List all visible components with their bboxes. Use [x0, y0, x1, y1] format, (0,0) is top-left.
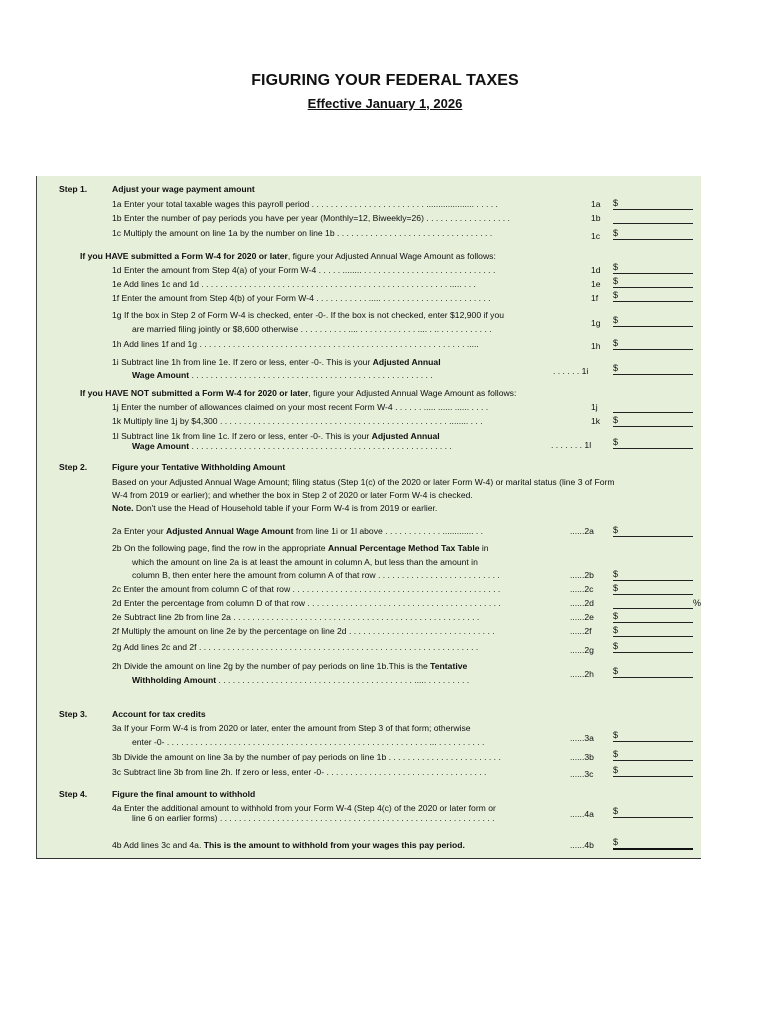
amount-field-2e[interactable]: [613, 612, 693, 623]
line-2a-b: from line 1i or 1l above . . . . . . . . . . . . ............. . .: [293, 526, 484, 536]
line-1a-text: 1a Enter your total taxable wages this payroll period . . . . . . . . . . . . . . . . . . . . . . . . .................... . . . . .: [112, 199, 498, 209]
line-1g-text-a: 1g If the box in Step 2 of Form W-4 is checked, enter -0-. If the box is not checked, enter $12,900 if you: [112, 310, 505, 320]
line-2b-b: in: [479, 543, 489, 553]
step-1-title: Adjust your wage payment amount: [112, 184, 255, 194]
line-4b-text: [112, 840, 465, 851]
line-1j-text: 1j Enter the number of allowances claimed on your most recent Form W-4 . . . . . . ..... ...... ...... . . . .: [112, 402, 489, 412]
amount-field-4b[interactable]: [613, 838, 693, 850]
line-2a-text: [112, 526, 483, 537]
amount-field-1a[interactable]: [613, 199, 693, 210]
dollar-sign: $: [613, 837, 619, 847]
line-2h-text-b: [132, 675, 469, 686]
ref-4a: ......4a: [570, 809, 594, 819]
line-3a-text-a: 3a If your Form W-4 is from 2020 or later, enter the amount from Step 3 of that form; otherwise: [112, 723, 471, 733]
percent-field-2d[interactable]: [613, 598, 701, 609]
ref-2f: ......2f: [570, 626, 592, 636]
ref-3b: ......3b: [570, 752, 594, 762]
line-3a-text-b: enter -0- . . . . . . . . . . . . . . . . . . . . . . . . . . . . . . . . . . . . . . . . . . . . . . . . . . . . . . . ... . . . . . . . . . .: [132, 737, 485, 747]
dollar-sign: $: [613, 749, 619, 759]
line-3b-text: 3b Divide the amount on line 3a by the number of pay periods on line 1b . . . . . . . . . . . . . . . . . . . . . . . .: [112, 752, 501, 762]
dollar-sign: $: [613, 315, 619, 325]
line-2b-text-c: column B, then enter here the amount from column A of that row . . . . . . . . . . . . . . . . . . . . . . . . . .: [132, 570, 500, 580]
line-4a-text-b: line 6 on earlier forms) . . . . . . . . . . . . . . . . . . . . . . . . . . . . . . . . . . . . . . . . . . . . . . . . . . . . . . . . . .: [132, 813, 495, 823]
line-1i-text-b: [132, 370, 433, 381]
amount-field-3b[interactable]: [613, 750, 693, 761]
amount-field-1b[interactable]: [613, 213, 693, 224]
line-1l-bold: Adjusted Annual: [371, 431, 440, 441]
line-1l-dots: . . . . . . . . . . . . . . . . . . . . . . . . . . . . . . . . . . . . . . . . . . . . . . . . . . . . . . .: [189, 441, 452, 451]
line-1l-text: 1l Subtract line 1k from line 1c. If zero or less, enter -0-. This is your: [112, 431, 372, 441]
line-1i-wage-amount: Wage Amount: [132, 370, 190, 380]
step-2-title: Figure your Tentative Withholding Amount: [112, 462, 286, 472]
ref-1b: 1b: [591, 213, 601, 223]
dollar-sign: $: [613, 415, 619, 425]
line-2f-text: 2f Multiply the amount on line 2e by the percentage on line 2d . . . . . . . . . . . . . . . . . . . . . . . . . . . . . . .: [112, 626, 495, 636]
line-1i-text: 1i Subtract line 1h from line 1e. If zero or less, enter -0-. This is your: [112, 357, 373, 367]
amount-field-1g[interactable]: [613, 316, 693, 327]
line-1i-dots: . . . . . . . . . . . . . . . . . . . . . . . . . . . . . . . . . . . . . . . . . . . . . . . . . . .: [189, 370, 433, 380]
dollar-sign: $: [613, 290, 619, 300]
step-4-title: Figure the final amount to withhold: [112, 789, 256, 799]
line-2b-text-b: which the amount on line 2a is at least the amount in column A, but less than the amount in: [132, 557, 478, 567]
line-2h-withholding: Withholding Amount: [132, 675, 217, 685]
dollar-sign: $: [613, 338, 619, 348]
ref-1h: 1h: [591, 341, 601, 351]
line-4b-bold: This is the amount to withhold from your wages this pay period.: [203, 840, 465, 850]
amount-field-2g[interactable]: [613, 642, 693, 653]
dollar-sign: $: [613, 765, 619, 775]
ref-1i: . . . . . . 1i: [553, 366, 589, 376]
dollar-sign: $: [613, 525, 619, 535]
percent-sign: %: [692, 598, 701, 608]
dollar-sign: $: [613, 625, 619, 635]
amount-field-1j[interactable]: [613, 402, 693, 413]
line-2b-text-a: [112, 543, 489, 554]
line-1l-text-b: [132, 441, 452, 452]
dollar-sign: $: [613, 806, 619, 816]
dollar-sign: $: [613, 666, 619, 676]
amount-field-1k[interactable]: [613, 416, 693, 427]
dollar-sign: $: [613, 262, 619, 272]
amount-field-1h[interactable]: [613, 339, 693, 350]
amount-field-2a[interactable]: [613, 526, 693, 537]
amount-field-1l[interactable]: [613, 438, 693, 449]
worksheet-panel: [36, 176, 701, 859]
effective-date: Effective January 1, 2026: [307, 96, 463, 111]
line-1l-wage-amount: Wage Amount: [132, 441, 190, 451]
line-4b-a: 4b Add lines 3c and 4a.: [112, 840, 204, 850]
form-title: FIGURING YOUR FEDERAL TAXES: [251, 72, 519, 89]
step-3-title: Account for tax credits: [112, 709, 206, 719]
amount-field-3c[interactable]: [613, 766, 693, 777]
line-1b-text: 1b Enter the number of pay periods you have per year (Monthly=12, Biweekly=26) . . . . . . . . . . . . . . . . . .: [112, 213, 510, 223]
dollar-sign: $: [613, 437, 619, 447]
ref-2g: ......2g: [570, 645, 594, 655]
amount-field-1e[interactable]: [613, 277, 693, 288]
dollar-sign: $: [613, 198, 619, 208]
dollar-sign: $: [613, 641, 619, 651]
ref-1e: 1e: [591, 279, 601, 289]
line-2a-bold: Adjusted Annual Wage Amount: [165, 526, 294, 536]
ref-3a: ......3a: [570, 733, 594, 743]
section-not-w4-bold: If you HAVE NOT submitted a Form W-4 for 2020 or later: [80, 388, 309, 398]
dollar-sign: $: [613, 363, 619, 373]
line-2h-text-a: [112, 661, 467, 672]
ref-2h: ......2h: [570, 669, 594, 679]
step-2-paragraph-1: Based on your Adjusted Annual Wage Amount; filing status (Step 1(c) of the 2020 or later Form W-4) or marital status (line 3 of Form: [112, 477, 615, 487]
note-label: Note.: [112, 503, 134, 513]
ref-2c: ......2c: [570, 584, 594, 594]
line-1k-text: 1k Multiply line 1j by $4,300 . . . . . . . . . . . . . . . . . . . . . . . . . . . . . . . . . . . . . . . . . . . . . . . . ........ . . .: [112, 416, 483, 426]
line-4a-text-a: 4a Enter the additional amount to withhold from your Form W-4 (Step 4(c) of the 2020 or later form or: [112, 803, 496, 813]
line-1e-text: 1e Add lines 1c and 1d . . . . . . . . . . . . . . . . . . . . . . . . . . . . . . . . . . . . . . . . . . . . . . . . . . . . ..... . . .: [112, 279, 476, 289]
ref-2e: ......2e: [570, 612, 594, 622]
ref-2d: ......2d: [570, 598, 594, 608]
line-2g-text: 2g Add lines 2c and 2f . . . . . . . . . . . . . . . . . . . . . . . . . . . . . . . . . . . . . . . . . . . . . . . . . . . . . . . . . . .: [112, 642, 479, 652]
ref-2b: ......2b: [570, 570, 594, 580]
line-1i-text-a: [112, 357, 441, 368]
amount-field-1c[interactable]: [613, 229, 693, 240]
step-4-label: Step 4.: [59, 789, 88, 799]
line-1g-text-b: are married filing jointly or $8,600 otherwise . . . . . . . . . . .... . . . . . . . . . . . . .... . .. . . . . . . . . . . .: [132, 324, 492, 334]
amount-field-1i[interactable]: [613, 364, 693, 375]
amount-field-1f[interactable]: [613, 291, 693, 302]
ref-1g: 1g: [591, 318, 601, 328]
step-2-note: [112, 503, 437, 514]
line-2b-bold: Annual Percentage Method Tax Table: [327, 543, 480, 553]
ref-1d: 1d: [591, 265, 601, 275]
line-2h-a: 2h Divide the amount on line 2g by the number of pay periods on line 1b.This is the: [112, 661, 431, 671]
dollar-sign: $: [613, 228, 619, 238]
line-2c-text: 2c Enter the amount from column C of that row . . . . . . . . . . . . . . . . . . . . . . . . . . . . . . . . . . . . . . . . . . . .: [112, 584, 501, 594]
step-3-label: Step 3.: [59, 709, 88, 719]
line-3c-text: 3c Subtract line 3b from line 2h. If zero or less, enter -0- . . . . . . . . . . . . . . . . . . . . . . . . . . . . . . . . . .: [112, 767, 487, 777]
line-2h-dots: . . . . . . . . . . . . . . . . . . . . . . . . . . . . . . . . . . . . . . . . . ..... . . . . . . . . .: [216, 675, 470, 685]
line-2e-text: 2e Subtract line 2b from line 2a . . . . . . . . . . . . . . . . . . . . . . . . . . . . . . . . . . . . . . . . . . . . . . . . . . . .: [112, 612, 480, 622]
amount-field-2f[interactable]: [613, 626, 693, 637]
line-1i-bold: Adjusted Annual: [372, 357, 441, 367]
amount-field-2b[interactable]: [613, 570, 693, 581]
line-2d-text: 2d Enter the percentage from column D of that row . . . . . . . . . . . . . . . . . . . . . . . . . . . . . . . . . . . . . . . . .: [112, 598, 501, 608]
section-have-w4-bold: If you HAVE submitted a Form W-4 for 2020 or later: [80, 251, 288, 261]
section-not-w4: [80, 388, 516, 399]
line-2b-a: 2b On the following page, find the row in the appropriate: [112, 543, 328, 553]
step-2-label: Step 2.: [59, 462, 88, 472]
ref-2a: ......2a: [570, 526, 594, 536]
line-1c-text: 1c Multiply the amount on line 1a by the number on line 1b . . . . . . . . . . . . . . . . . . . . . . . . . . . . . . . . .: [112, 228, 493, 238]
step-1-label: Step 1.: [59, 184, 88, 194]
line-1f-text: 1f Enter the amount from Step 4(b) of your Form W-4 . . . . . . . . . . . ..... . . . . . . . . . . . . . . . . . . . . . . .: [112, 293, 491, 303]
ref-1f: 1f: [591, 293, 599, 303]
amount-field-2h[interactable]: [613, 667, 693, 678]
note-text: Don't use the Head of Household table if your Form W-4 is from 2019 or earlier.: [133, 503, 438, 513]
ref-1l: . . . . . . . 1l: [551, 440, 592, 450]
dollar-sign: $: [613, 276, 619, 286]
line-1h-text: 1h Add lines 1f and 1g . . . . . . . . . . . . . . . . . . . . . . . . . . . . . . . . . . . . . . . . . . . . . . . . . . . . . . . . .....: [112, 339, 479, 349]
line-2a-a: 2a Enter your: [112, 526, 166, 536]
ref-1c: 1c: [591, 231, 601, 241]
step-2-paragraph-2: W-4 from 2019 or earlier); and whether the box in Step 2 of 2020 or later Form W-4 is checked.: [112, 490, 473, 500]
line-2h-bold: Tentative: [430, 661, 468, 671]
dollar-sign: $: [613, 611, 619, 621]
ref-4b: ......4b: [570, 840, 594, 850]
amount-field-3a[interactable]: [613, 731, 693, 742]
section-have-w4: [80, 251, 496, 262]
section-have-w4-rest: , figure your Adjusted Annual Wage Amount as follows:: [287, 251, 496, 261]
section-not-w4-rest: , figure your Adjusted Annual Wage Amount as follows:: [308, 388, 517, 398]
ref-3c: ......3c: [570, 769, 594, 779]
amount-field-4a[interactable]: [613, 807, 693, 818]
dollar-sign: $: [613, 730, 619, 740]
dollar-sign: $: [613, 569, 619, 579]
ref-1a: 1a: [591, 199, 601, 209]
amount-field-2c[interactable]: [613, 584, 693, 595]
ref-1j: 1j: [591, 402, 598, 412]
ref-1k: 1k: [591, 416, 601, 426]
amount-field-1d[interactable]: [613, 263, 693, 274]
dollar-sign: $: [613, 583, 619, 593]
line-1d-text: 1d Enter the amount from Step 4(a) of your Form W-4 . . . . . ........ . . . . . . . . . . . . . . . . . . . . . . . . . . . .: [112, 265, 496, 275]
